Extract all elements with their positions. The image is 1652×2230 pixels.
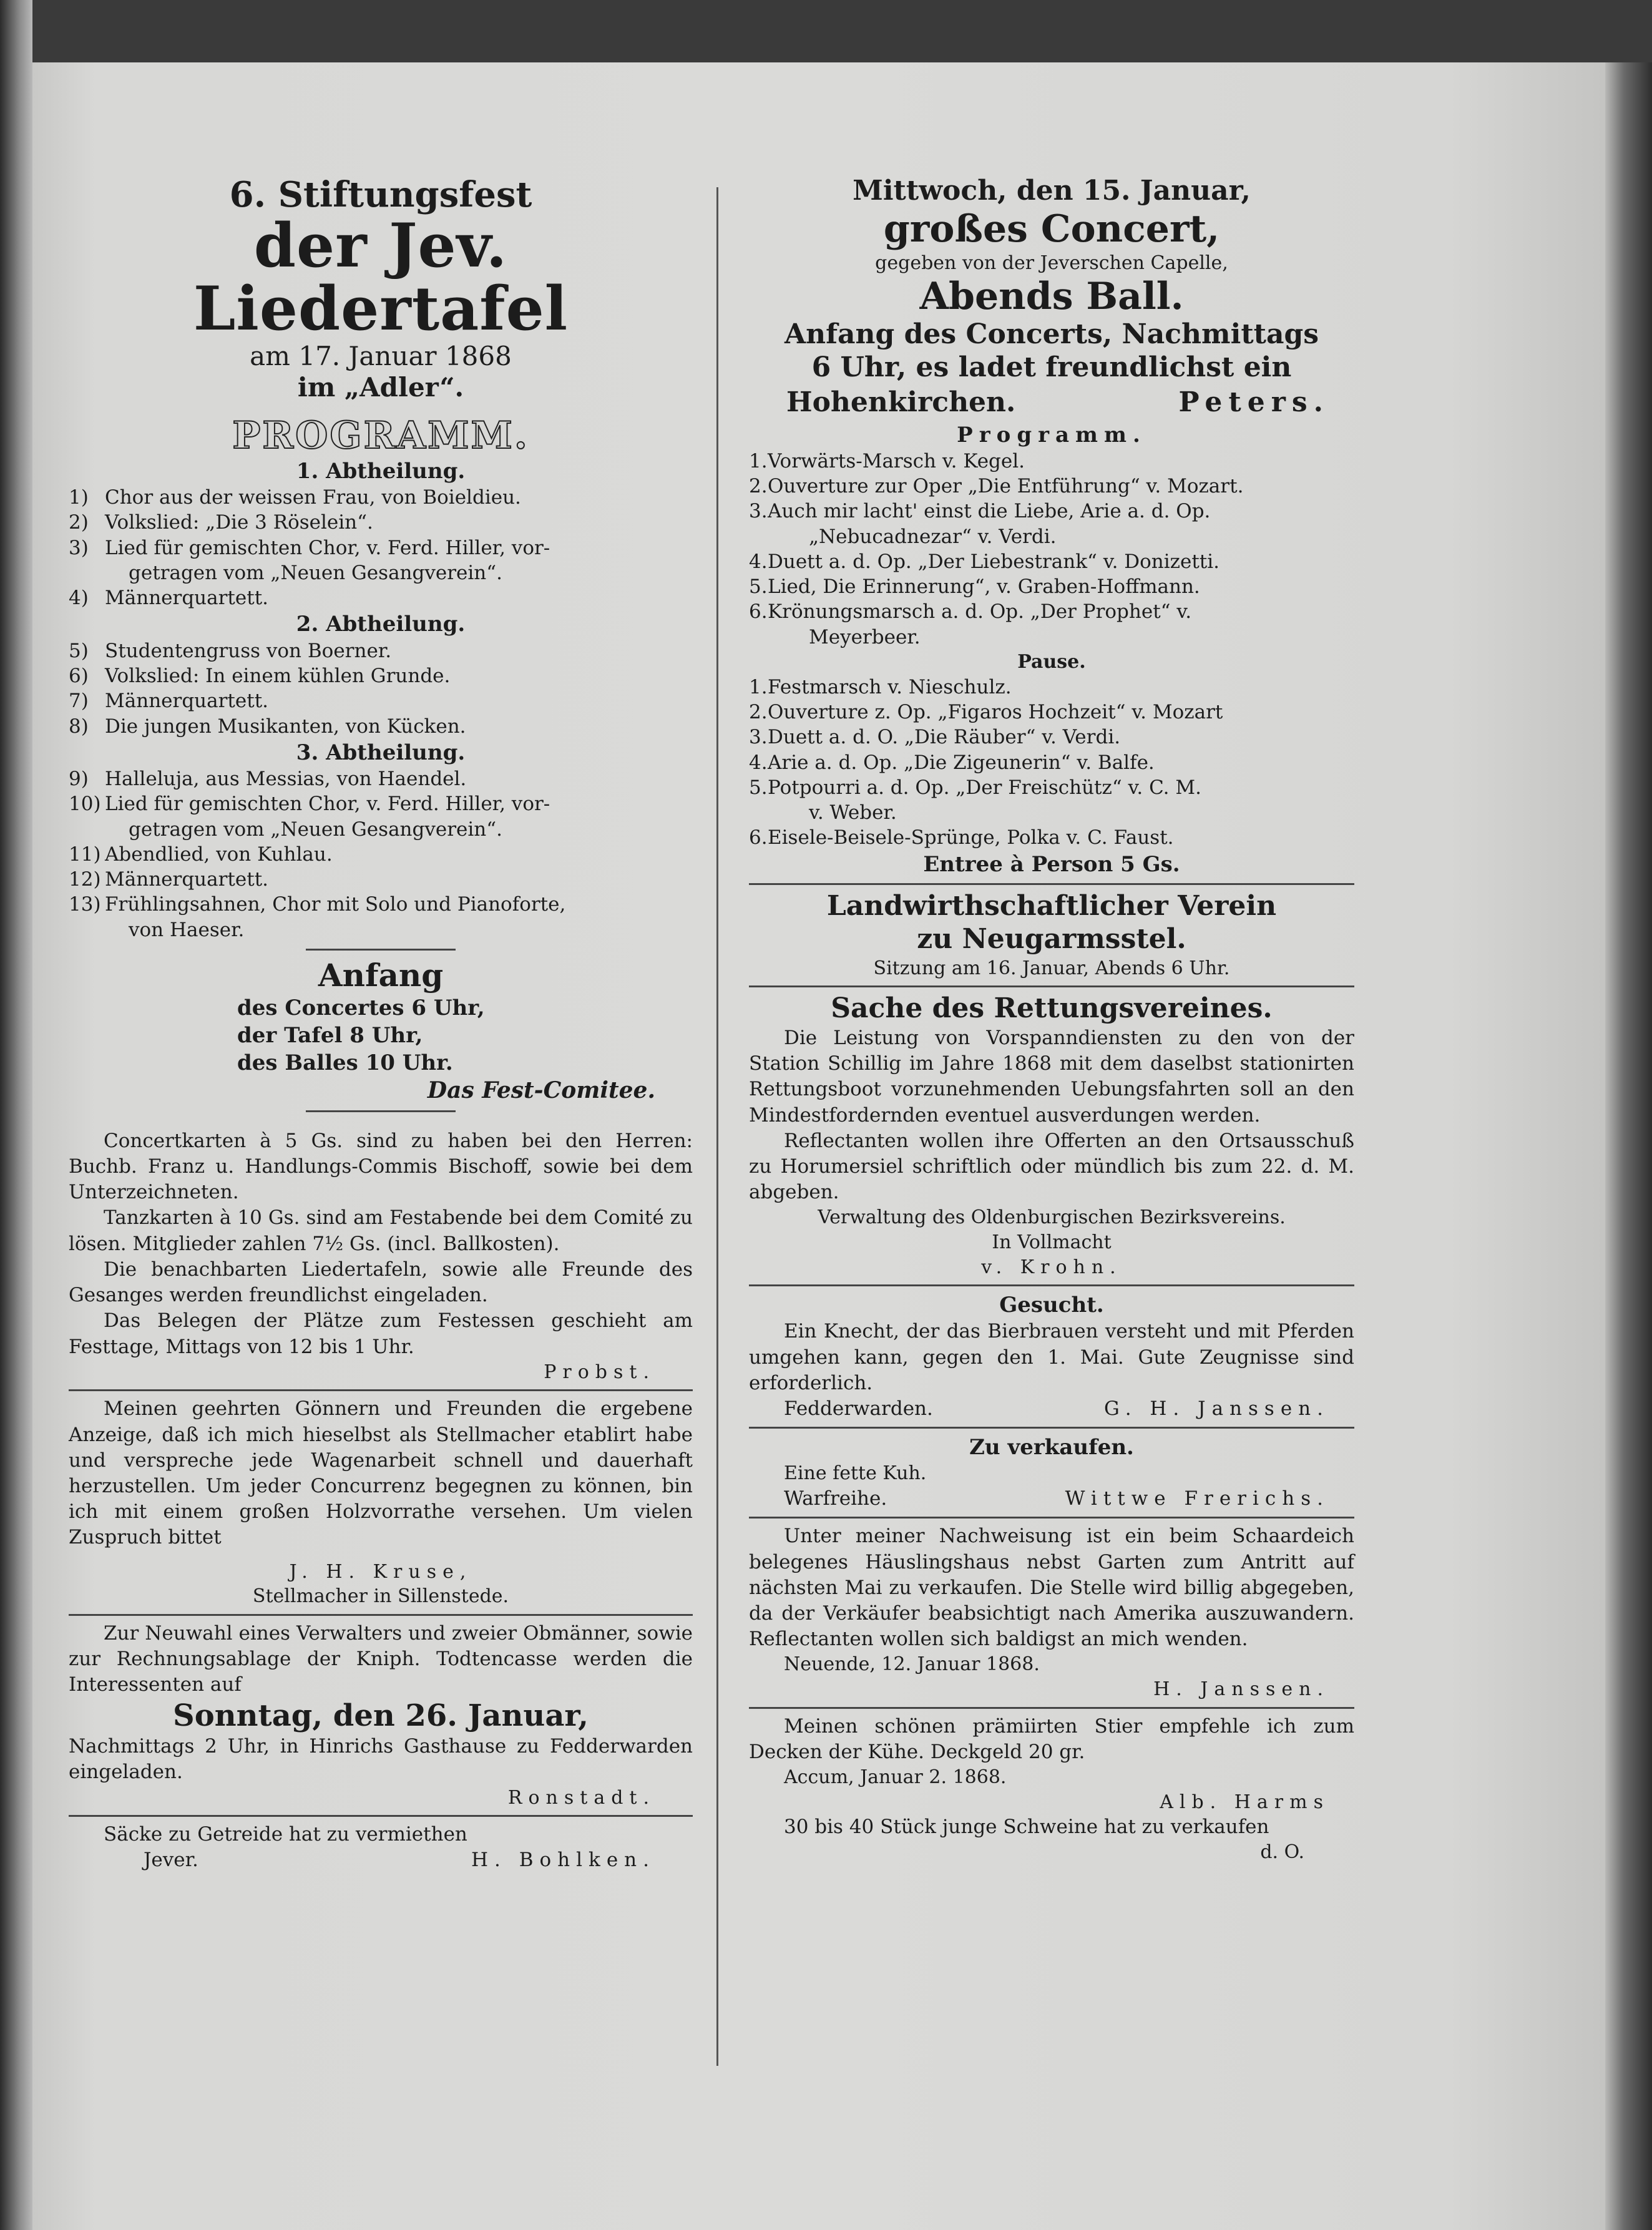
program-item-text: Vorwärts-Marsch v. Kegel. xyxy=(768,449,1025,472)
program-item xyxy=(69,585,693,610)
divider xyxy=(749,1427,1354,1429)
program-item xyxy=(69,485,693,510)
divider xyxy=(69,1614,693,1616)
start-time-concert: des Concertes 6 Uhr, xyxy=(237,995,485,1021)
program-item-number: 7) xyxy=(69,690,89,713)
concert-heading: großes Concert, xyxy=(883,207,1220,251)
program-item-number: 13) xyxy=(69,893,101,916)
program-item xyxy=(749,825,1354,850)
program-item-text: Ouverture z. Op. „Figaros Hochzeit“ v. Mozart xyxy=(768,700,1223,723)
divider xyxy=(749,1517,1354,1518)
program-item-number: 4. xyxy=(749,751,768,774)
verkaufen-name: Wittwe Frerichs. xyxy=(1065,1487,1329,1510)
fest-date: am 17. Januar 1868 xyxy=(250,340,512,371)
election-date: Sonntag, den 26. Januar, xyxy=(173,1698,589,1733)
program-heading: PROGRAMM. xyxy=(232,413,529,457)
program-item-continuation: Meyerbeer. xyxy=(809,625,921,648)
program-item xyxy=(749,474,1354,499)
start-time-ball: des Balles 10 Uhr. xyxy=(237,1050,453,1076)
fest-venue: im „Adler“. xyxy=(297,372,464,403)
program-item-text: Die jungen Musikanten, von Kücken. xyxy=(105,715,466,738)
program-part-2 xyxy=(749,675,1354,851)
sacks-signature: H. Bohlken. xyxy=(471,1849,655,1872)
program-item xyxy=(69,766,693,791)
program-sections xyxy=(69,457,693,942)
program-item-text: Volkslied: „Die 3 Röselein“. xyxy=(105,511,373,534)
program-item-continuation: v. Weber. xyxy=(809,801,897,824)
start-time-table: der Tafel 8 Uhr, xyxy=(237,1023,423,1049)
program-item-number: 10) xyxy=(69,793,101,816)
haus-text: Unter meiner Nachweisung ist ein beim Schaardeich belegenes Häuslingshaus nebst Garten zum Antritt auf nächsten Mai zu verkaufen. Die Stelle wird billig abgegeben, da der Verkäufer beabsichtigt nach Amerika auszuwandern. Reflectanten wollen sich baldigst an mich wenden. xyxy=(749,1525,1354,1651)
program-item-text: Männerquartett. xyxy=(105,587,269,610)
haus-date: Neuende, 12. Januar 1868. xyxy=(784,1653,1040,1676)
program-item xyxy=(69,663,693,688)
kruse-title: Stellmacher in Sillenstede. xyxy=(252,1585,509,1608)
program-item xyxy=(69,892,693,917)
stier-name: Alb. Harms xyxy=(1160,1791,1329,1813)
program-item xyxy=(749,750,1354,775)
program-item xyxy=(749,574,1354,599)
program-item-text: Lied für gemischten Chor, v. Ferd. Hiller, vor- xyxy=(105,793,550,816)
program-item-text: Krönungsmarsch a. d. Op. „Der Prophet“ v. xyxy=(768,600,1192,624)
program-item-number: 2) xyxy=(69,511,89,534)
program-item xyxy=(749,499,1354,524)
program-item-text: Auch mir lacht' einst die Liebe, Arie a. d. Op. xyxy=(768,500,1211,523)
program-item xyxy=(69,510,693,535)
program-item xyxy=(69,688,693,713)
program-item-number: 6. xyxy=(749,826,768,849)
program-item-text: Eisele-Beisele-Sprünge, Polka v. C. Faust. xyxy=(768,826,1174,849)
rettung-text-1: Die Leistung von Vorspanndiensten zu den von der Station Schillig im Jahre 1868 mit dem daselbst stationirten Rettungsboot vorzunehmenden Uebungsfahrten soll an den Mindestfordernden eventuel ausverdungen werden. xyxy=(749,1026,1354,1127)
right-program-heading: Programm. xyxy=(957,422,1146,447)
program-item-text: Halleluja, aus Messias, von Haendel. xyxy=(105,768,467,790)
rettung-sign-3: v. Krohn. xyxy=(981,1256,1122,1278)
program-item-number: 11) xyxy=(69,843,101,866)
program-part-1 xyxy=(749,449,1354,650)
program-item-text: Abendlied, von Kuhlau. xyxy=(105,843,333,866)
program-item xyxy=(749,700,1354,725)
election-notice xyxy=(69,1621,693,1810)
program-item xyxy=(749,725,1354,750)
sacks-ad xyxy=(69,1822,693,1873)
program-item-number: 5. xyxy=(749,776,768,799)
program-item xyxy=(69,638,693,663)
program-item xyxy=(749,775,1354,800)
gesucht-heading: Gesucht. xyxy=(999,1293,1104,1318)
program-item-number: 8) xyxy=(69,715,89,738)
ticket-para: Das Belegen der Plätze zum Festessen geschieht am Festtage, Mittags von 12 bis 1 Uhr. xyxy=(69,1309,693,1358)
kruse-ad xyxy=(69,1396,693,1609)
kruse-text: Meinen geehrten Gönnern und Freunden die ergebene Anzeige, daß ich mich hieselbst als Stellmacher etablirt habe und verspreche jede Wagenarbeit schnell und dauerhaft herzustellen. Um jeder Concurrenz begegnen zu können, bin ich mit einem großen Holzvorrathe versehen. Um vielen Zuspruch bittet xyxy=(69,1397,693,1549)
election-text-2: Nachmittags 2 Uhr, in Hinrichs Gasthause zu Fedderwarden eingeladen. xyxy=(69,1735,693,1784)
program-item-number: 3. xyxy=(749,500,768,523)
ticket-para: Die benachbarten Liedertafeln, sowie alle Freunde des Gesanges werden freundlichst eingeladen. xyxy=(69,1258,693,1307)
section-heading: 3. Abtheilung. xyxy=(296,740,466,765)
program-item-text: Arie a. d. Op. „Die Zigeunerin“ v. Balfe. xyxy=(768,751,1155,774)
program-item-text: Frühlingsahnen, Chor mit Solo und Pianoforte, xyxy=(105,893,566,916)
schweine-text: 30 bis 40 Stück junge Schweine hat zu verkaufen xyxy=(784,1816,1269,1839)
rettung-text-2: Reflectanten wollen ihre Offerten an den Ortsausschuß zu Horumersiel schriftlich oder mündlich bis zum 22. d. M. abgeben. xyxy=(749,1129,1354,1204)
program-item-number: 12) xyxy=(69,868,101,891)
fest-title-line2: der Jev. Liedertafel xyxy=(193,210,569,345)
left-column xyxy=(69,175,693,1874)
concert-place: Hohenkirchen. xyxy=(786,386,1016,418)
verkaufen-place: Warfreihe. xyxy=(784,1487,887,1510)
program-item xyxy=(749,549,1354,574)
concert-start-line2: 6 Uhr, es ladet freundlichst ein xyxy=(811,351,1292,384)
divider xyxy=(306,1110,456,1112)
program-item-number: 4) xyxy=(69,587,89,610)
program-item xyxy=(749,599,1354,624)
program-item-number: 6. xyxy=(749,600,768,624)
ticket-notice xyxy=(69,1128,693,1385)
election-signature: Ronstadt. xyxy=(507,1786,655,1809)
program-item-number: 5) xyxy=(69,639,89,662)
program-item-text: Duett a. d. Op. „Der Liebestrank“ v. Donizetti. xyxy=(768,550,1220,573)
program-item-number: 5. xyxy=(749,575,768,599)
verein-heading-1: Landwirthschaftlicher Verein xyxy=(826,889,1277,922)
program-item xyxy=(69,791,693,816)
right-column xyxy=(749,175,1354,1865)
program-item-number: 1) xyxy=(69,486,89,509)
gesucht-footer xyxy=(749,1396,1354,1422)
concert-date: Mittwoch, den 15. Januar, xyxy=(853,175,1251,207)
program-item-text: Chor aus der weissen Frau, von Boieldieu. xyxy=(105,486,521,509)
program-item xyxy=(69,842,693,867)
program-item-number: 1. xyxy=(749,675,768,698)
program-item xyxy=(69,714,693,739)
program-item-text: Studentengruss von Boerner. xyxy=(105,639,392,662)
divider xyxy=(749,1284,1354,1286)
program-item-text: Lied für gemischten Chor, v. Ferd. Hiller, vor- xyxy=(105,536,550,559)
program-item-text: Duett a. d. O. „Die Räuber“ v. Verdi. xyxy=(768,726,1121,749)
haus-name: H. Janssen. xyxy=(1153,1678,1329,1700)
fest-title-line1: 6. Stiftungsfest xyxy=(229,174,532,215)
page-edge xyxy=(1605,62,1652,2230)
divider xyxy=(69,1389,693,1391)
verkaufen-item: Eine fette Kuh. xyxy=(784,1462,927,1485)
section-heading: 1. Abtheilung. xyxy=(296,458,466,484)
gesucht-place: Fedderwarden. xyxy=(784,1397,933,1421)
start-heading: Anfang xyxy=(318,957,444,994)
program-item xyxy=(69,867,693,892)
program-item-number: 2. xyxy=(749,474,768,497)
program-item xyxy=(749,449,1354,474)
concert-start-line1: Anfang des Concerts, Nachmittags xyxy=(784,318,1319,351)
entry-price: Entree à Person 5 Gs. xyxy=(923,851,1180,877)
program-item-text: Ouverture zur Oper „Die Entführung“ v. Mozart. xyxy=(768,474,1244,497)
divider xyxy=(69,1815,693,1817)
gesucht-name: G. H. Janssen. xyxy=(1104,1397,1329,1421)
program-item-number: 9) xyxy=(69,768,89,790)
verkaufen-heading: Zu verkaufen. xyxy=(969,1435,1134,1460)
divider xyxy=(749,1707,1354,1709)
program-item xyxy=(749,675,1354,700)
divider xyxy=(749,985,1354,987)
verkaufen-footer xyxy=(749,1486,1354,1512)
start-times xyxy=(69,994,693,1077)
program-item-number: 1. xyxy=(749,449,768,472)
election-text: Zur Neuwahl eines Verwalters und zweier Obmänner, sowie zur Rechnungsablage der Kniph. Todtencasse werden die Interessenten auf xyxy=(69,1621,693,1696)
column-divider xyxy=(716,187,718,2066)
program-item-number: 3. xyxy=(749,726,768,749)
divider xyxy=(306,949,456,951)
program-item-text: Volkslied: In einem kühlen Grunde. xyxy=(105,664,451,687)
gesucht-text: Ein Knecht, der das Bierbrauen versteht und mit Pferden umgehen kann, gegen den 1. Mai. Gute Zeugnisse sind erforderlich. xyxy=(749,1320,1354,1394)
program-item-continuation: von Haeser. xyxy=(129,918,245,941)
committee-signature: Das Fest-Comitee. xyxy=(427,1077,655,1103)
concert-given-by: gegeben von der Jeverschen Capelle, xyxy=(875,252,1228,274)
stier-text: Meinen schönen prämiirten Stier empfehle ich zum Decken der Kühe. Deckgeld 20 gr. xyxy=(749,1714,1354,1763)
binding-edge xyxy=(0,0,32,2230)
program-item-continuation: „Nebucadnezar“ v. Verdi. xyxy=(809,525,1057,548)
program-item-number: 2. xyxy=(749,700,768,723)
program-item-text: Festmarsch v. Nieschulz. xyxy=(768,675,1012,698)
section-heading: 2. Abtheilung. xyxy=(296,612,466,637)
sacks-place: Jever. xyxy=(144,1849,198,1872)
sacks-text: Säcke zu Getreide hat zu vermiethen xyxy=(104,1823,467,1846)
divider xyxy=(749,883,1354,885)
program-item-text: Lied, Die Erinnerung“, v. Graben-Hoffmann. xyxy=(768,575,1200,599)
verein-heading-2: zu Neugarmsstel. xyxy=(917,922,1186,955)
program-item-text: Männerquartett. xyxy=(105,690,269,713)
rettung-heading: Sache des Rettungsvereines. xyxy=(831,992,1273,1025)
program-item-number: 4. xyxy=(749,550,768,573)
ticket-para: Concertkarten à 5 Gs. sind zu haben bei den Herren: Buchb. Franz u. Handlungs-Commis Bischoff, sowie bei dem Unterzeichneten. xyxy=(69,1129,693,1204)
verein-meeting: Sitzung am 16. Januar, Abends 6 Uhr. xyxy=(873,957,1230,979)
program-item xyxy=(69,535,693,560)
kruse-name: J. H. Kruse, xyxy=(289,1560,472,1583)
rettung-sign-2: In Vollmacht xyxy=(992,1231,1112,1254)
ticket-signature: Probst. xyxy=(544,1361,655,1383)
ticket-para: Tanzkarten à 10 Gs. sind am Festabende bei dem Comité zu lösen. Mitglieder zahlen 7½ Gs. (incl. Ballkosten). xyxy=(69,1206,693,1255)
ball-heading: Abends Ball. xyxy=(919,275,1184,319)
pause-label: Pause. xyxy=(1017,651,1086,673)
program-item-continuation: getragen vom „Neuen Gesangverein“. xyxy=(129,561,502,584)
program-item-text: Potpourri a. d. Op. „Der Freischütz“ v. C. M. xyxy=(768,776,1201,799)
concert-host-line xyxy=(749,384,1354,421)
program-item-continuation: getragen vom „Neuen Gesangverein“. xyxy=(129,818,502,841)
program-item-number: 6) xyxy=(69,664,89,687)
rettung-sign-1: Verwaltung des Oldenburgischen Bezirksvereins. xyxy=(818,1206,1286,1229)
schweine-signature: d. O. xyxy=(1260,1841,1304,1864)
concert-host: Peters. xyxy=(1178,386,1329,418)
program-item-text: Männerquartett. xyxy=(105,868,269,891)
stier-date: Accum, Januar 2. 1868. xyxy=(784,1766,1007,1788)
sacks-footer xyxy=(69,1847,693,1873)
program-item-number: 3) xyxy=(69,536,89,559)
